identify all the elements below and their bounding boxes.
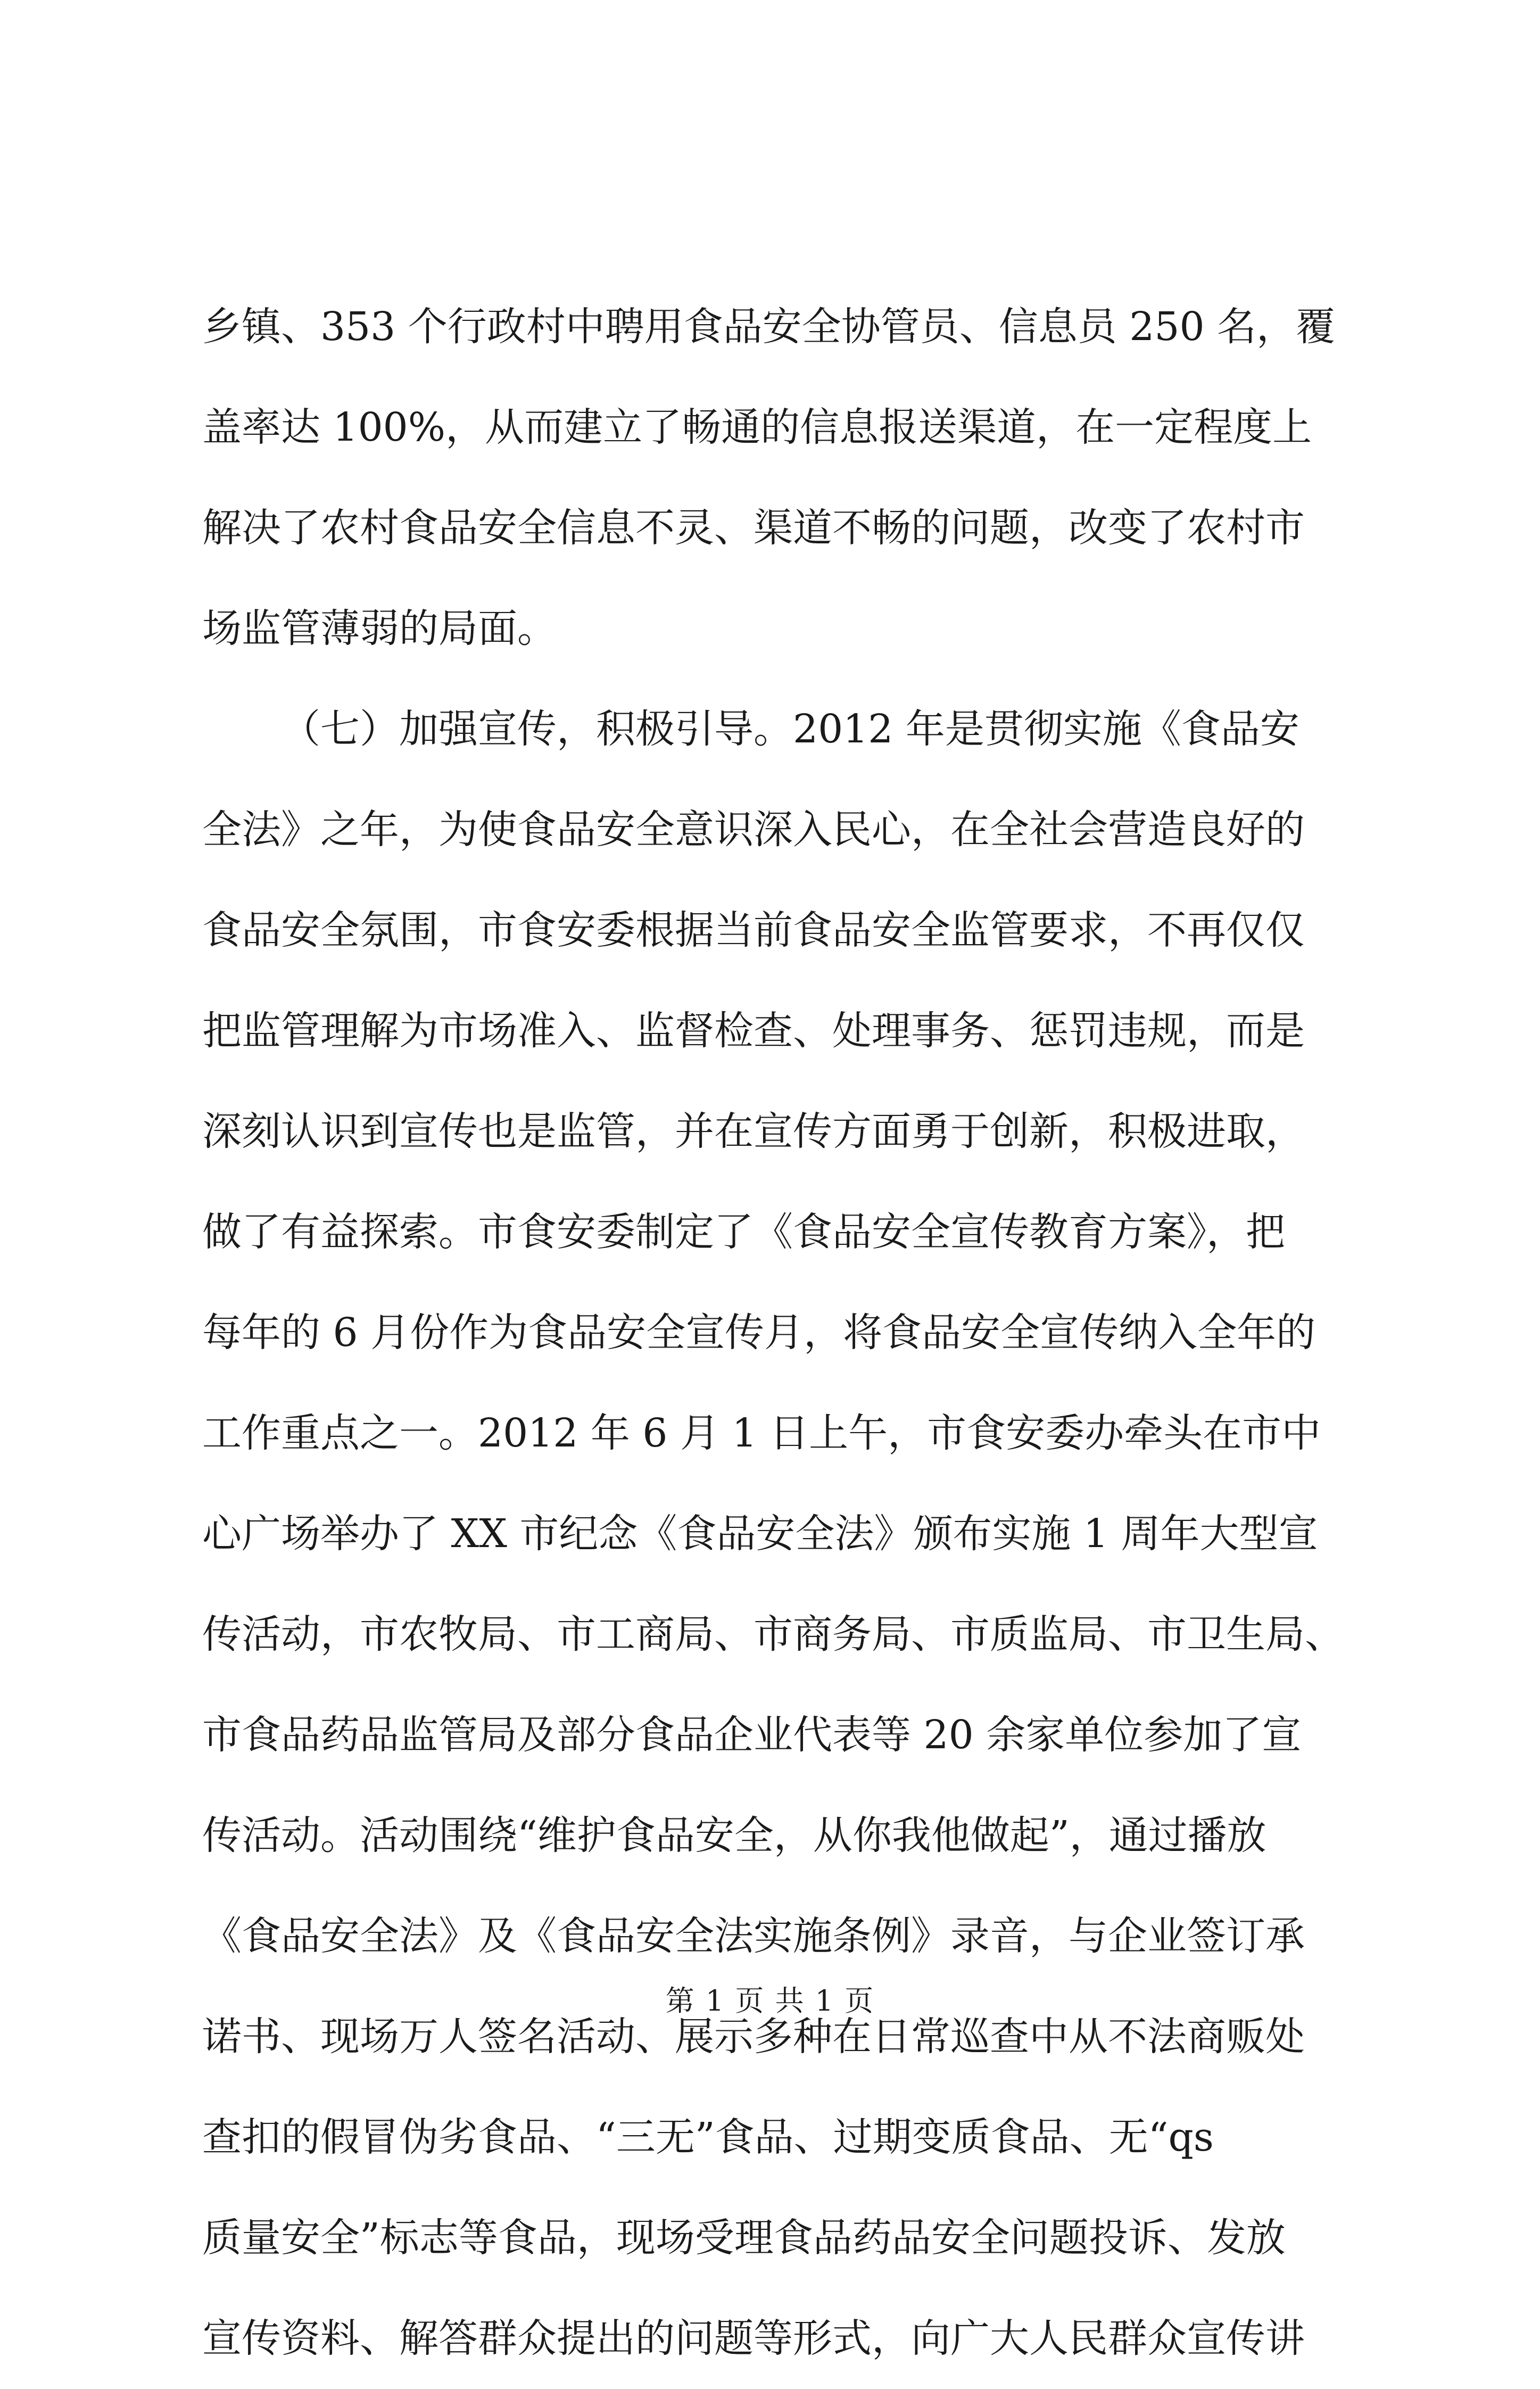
text-line: 查扣的假冒伪劣食品、“三无”食品、过期变质食品、无“qs [202,2114,1214,2160]
text-line: 传活动。活动围绕“维护食品安全，从你我他做起”，通过播放 [202,1813,1266,1858]
text-line: 场监管薄弱的局面。 [202,606,557,651]
text-line: 乡镇、353 个行政村中聘用食品安全协管员、信息员 250 名，覆 [202,304,1336,350]
page-footer: 第 1 页 共 1 页 [665,1984,875,2018]
text-line: 解决了农村食品安全信息不灵、渠道不畅的问题，改变了农村市 [202,505,1305,551]
text-line: 市食品药品监管局及部分食品企业代表等 20 余家单位参加了宣 [202,1712,1302,1758]
text-line: 全法》之年，为使食品安全意识深入民心，在全社会营造良好的 [202,807,1305,853]
text-line: 心广场举办了 XX 市纪念《食品安全法》颁布实施 1 周年大型宣 [202,1511,1318,1557]
text-line: （七）加强宣传，积极引导。2012 年是贯彻实施《食品安 [281,706,1299,752]
text-line: 食品安全氛围，市食安委根据当前食品安全监管要求，不再仅仅 [202,907,1305,953]
text-line: 《食品安全法》及《食品安全法实施条例》录音，与企业签订承 [202,1913,1305,1959]
text-line: 宣传资料、解答群众提出的问题等形式，向广大人民群众宣传讲 [202,2316,1305,2361]
text-line: 诺书、现场万人签名活动、展示多种在日常巡查中从不法商贩处 [202,2014,1305,2060]
text-line: 工作重点之一。2012 年 6 月 1 日上午，市食安委办牵头在市中 [202,1410,1321,1456]
text-line: 传活动，市农牧局、市工商局、市商务局、市质监局、市卫生局、 [202,1611,1344,1657]
body-text [202,277,1368,2389]
text-line: 做了有益探索。市食安委制定了《食品安全宣传教育方案》，把 [202,1209,1285,1255]
text-line: 把监管理解为市场准入、监督检查、处理事务、惩罚违规，而是 [202,1008,1305,1054]
text-line: 深刻认识到宣传也是监管，并在宣传方面勇于创新，积极进取， [202,1109,1305,1154]
text-line: 每年的 6 月份作为食品安全宣传月，将食品安全宣传纳入全年的 [202,1310,1316,1355]
text-line: 质量安全”标志等食品，现场受理食品药品安全问题投诉、发放 [202,2215,1286,2261]
text-line: 盖率达 100%，从而建立了畅通的信息报送渠道，在一定程度上 [202,404,1312,450]
